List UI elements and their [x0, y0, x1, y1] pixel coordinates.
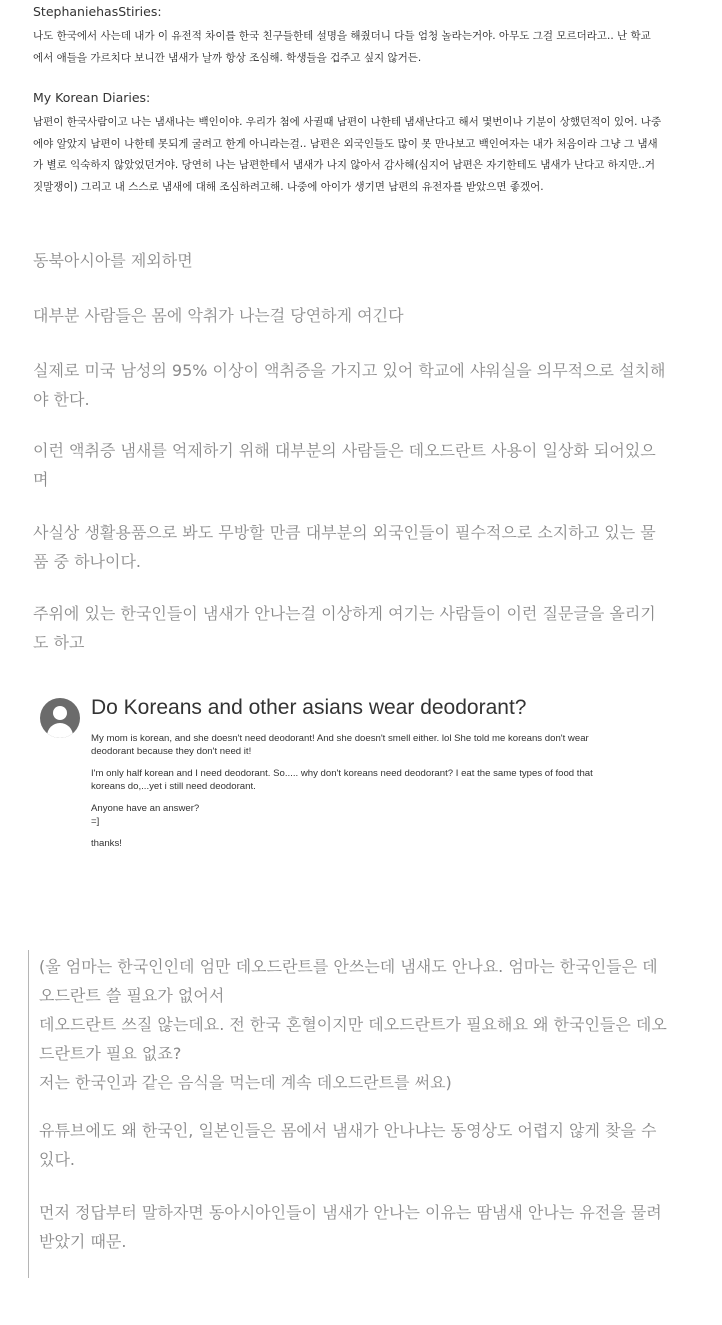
translation-blockquote: [28, 950, 689, 1278]
article-line: 품 중 하나이다.: [33, 552, 141, 571]
article-paragraph: [33, 356, 683, 414]
translation-line: (울 엄마는 한국인인데 엄만 데오드란트를 안쓰는데 냄새도 안나요. 엄마는 한국인들은 데: [39, 957, 658, 976]
article-line: 며: [33, 470, 49, 489]
translation-line: 데오드란트 쓰질 않는데요. 전 한국 혼혈이지만 데오드란트가 필요해요 왜 한국인들은 데오: [39, 1015, 667, 1034]
article-line: 실제로 미국 남성의 95% 이상이 액취증을 가지고 있어 학교에 샤워실을 의무적으로 설치해: [33, 361, 666, 380]
comment-line: 남편이 한국사람이고 나는 냄새나는 백인이야. 우리가 첨에 사귈때 남편이 나한테 냄새난다고 해서 몇번이나 기분이 상했던적이 있어. 나중: [33, 116, 662, 128]
comment-author: My Korean Diaries:: [33, 90, 151, 105]
comment-my-korean-diaries: [33, 90, 683, 198]
article-line: 유튜브에도 왜 한국인, 일본인들은 몸에서 냄새가 안나냐는 동영상도 어렵지 않게 찾을 수: [39, 1121, 657, 1140]
question-paragraph: [91, 837, 661, 850]
question-body: [91, 732, 661, 859]
translation-text: [39, 952, 689, 1097]
question-screenshot: [36, 684, 676, 884]
article-line: 동북아시아를 제외하면: [33, 251, 193, 270]
question-line: koreans do,...yet i still need deodorant.: [91, 781, 256, 792]
article-paragraph: [33, 518, 683, 576]
comment-body: [33, 112, 683, 198]
article-line: 대부분 사람들은 몸에 악취가 나는걸 당연하게 여긴다: [33, 306, 404, 325]
question-line: =]: [91, 816, 100, 827]
avatar-icon: [40, 698, 80, 738]
article-line: 주위에 있는 한국인들이 냄새가 안나는걸 이상하게 여기는 사람들이 이런 질문글을 올리기: [33, 604, 656, 623]
comment-line: 나도 한국에서 사는데 내가 이 유전적 차이를 한국 친구들한테 설명을 해줬더니 다들 엄청 놀라는거야. 아무도 그걸 모르더라고.. 난 학교: [33, 30, 651, 42]
question-line: deodorant because they don't need it!: [91, 746, 252, 757]
translation-line: 드란트가 필요 없죠?: [39, 1044, 182, 1063]
question-paragraph: [91, 767, 661, 793]
comment-stephanie: [33, 4, 683, 69]
question-title: Do Koreans and other asians wear deodorant?: [91, 696, 527, 719]
question-line: My mom is korean, and she doesn't need deodorant! And she doesn't smell either. lol She told me koreans don't wear: [91, 733, 589, 744]
article-paragraph: [33, 599, 683, 657]
article-line: 있다.: [39, 1150, 75, 1169]
article-paragraph: [33, 301, 683, 330]
article-line: 도 하고: [33, 633, 85, 652]
article-line: 받았기 때문.: [39, 1232, 127, 1251]
article-paragraph: [33, 436, 683, 494]
question-line: Anyone have an answer?: [91, 803, 200, 814]
question-paragraph: [91, 802, 661, 828]
comment-line: 에서 애들을 가르치다 보니깐 냄새가 날까 항상 조심해. 학생들을 겁주고 싶지 않거든.: [33, 51, 422, 64]
translation-line: 오드란트 쓸 필요가 없어서: [39, 986, 225, 1005]
comment-line: 가 별로 익숙하지 않았었던거야. 당연히 나는 남편한테서 냄새가 나지 않아서 감사해(심지어 남편은 자기한테도 냄새가 난다고 하지만..거: [33, 159, 656, 171]
question-paragraph: [91, 732, 661, 758]
comment-body: [33, 26, 683, 69]
article-paragraph: [39, 1198, 689, 1256]
article-line: 이런 액취증 냄새를 억제하기 위해 대부분의 사람들은 데오드란트 사용이 일상화 되어있으: [33, 441, 656, 460]
comment-line: 에야 알았지 남편이 나한테 못되게 굴려고 한게 아니라는걸.. 남편은 외국인들도 많이 못 만나보고 백인여자는 내가 처음이라 그냥 그 냄새: [33, 137, 658, 150]
question-line: thanks!: [91, 838, 122, 849]
article-line: 야 한다.: [33, 390, 90, 409]
comment-line: 짓말쟁이) 그리고 내 스스로 냄새에 대해 조심하려고해. 나중에 아이가 생기면 남편의 유전자를 받았으면 좋겠어.: [33, 180, 544, 193]
comment-author: StephaniehasStiries:: [33, 4, 162, 19]
article-paragraph: [39, 1116, 689, 1174]
question-line: I'm only half korean and I need deodorant. So..... why don't koreans need deodorant? I eat the same types of food that: [91, 768, 593, 779]
translation-line: 저는 한국인과 같은 음식을 먹는데 계속 데오드란트를 써요): [39, 1073, 452, 1092]
article-paragraph: [33, 246, 683, 275]
article-line: 사실상 생활용품으로 봐도 무방할 만큼 대부분의 외국인들이 필수적으로 소지하고 있는 물: [33, 523, 656, 542]
article-line: 먼저 정답부터 말하자면 동아시아인들이 냄새가 안나는 이유는 땀냄새 안나는 유전을 물려: [39, 1203, 662, 1222]
